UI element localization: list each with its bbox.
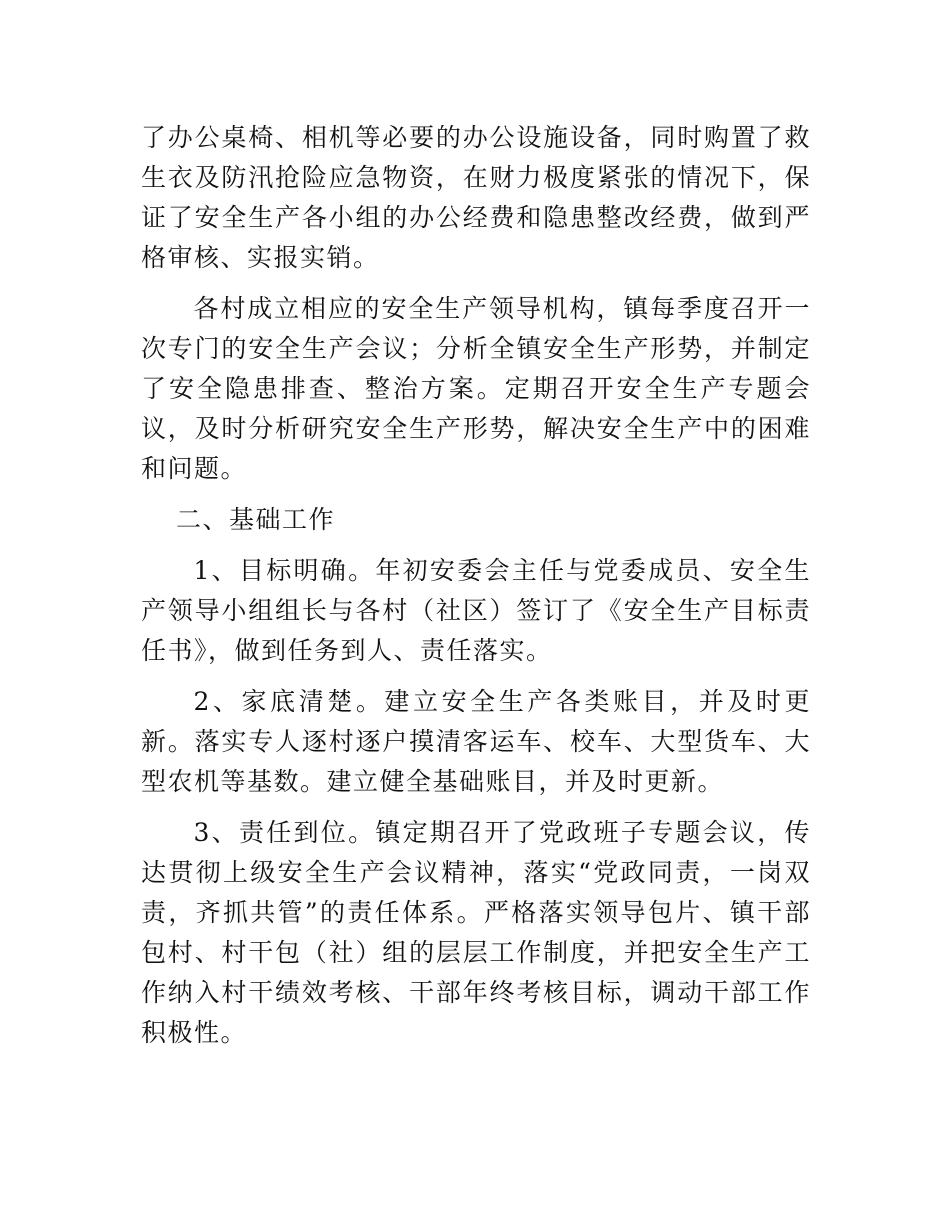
paragraph-clear-records: 2、家底清楚。建立安全生产各类账目，并及时更新。落实专人逐村逐户摸清客运车、校车、大型货车、大型农机等基数。建立健全基础账目，并及时更新。 xyxy=(141,687,811,796)
paragraph-office-equipment: 了办公桌椅、相机等必要的办公设施设备，同时购置了救生衣及防汛抢险应急物资，在财力极度紧张的情况下，保证了安全生产各小组的办公经费和隐患整改经费，做到严格审核、实报实销。 xyxy=(141,123,811,272)
paragraph-responsibility-in-place: 3、责任到位。镇定期召开了党政班子专题会议，传达贯彻上级安全生产会议精神，落实“党政同责，一岗双责，齐抓共管”的责任体系。严格落实领导包片、镇干部包村、村干包（社）组的层层工作制度，并把安全生产工作纳入村干绩效考核、干部年终考核目标，调动干部工作积极性。 xyxy=(141,818,811,1047)
section-heading-basic-work: 二、基础工作 xyxy=(176,505,336,534)
document-body xyxy=(141,118,811,1064)
paragraph-village-safety-organization: 各村成立相应的安全生产领导机构，镇每季度召开一次专门的安全生产会议；分析全镇安全生产形势，并制定了安全隐患排查、整治方案。定期召开安全生产专题会议，及时分析研究安全生产形势，解决安全生产中的困难和问题。 xyxy=(141,294,811,483)
paragraph-clear-goals: 1、目标明确。年初安委会主任与党委成员、安全生产领导小组组长与各村（社区）签订了《安全生产目标责任书》，做到任务到人、责任落实。 xyxy=(141,556,811,665)
